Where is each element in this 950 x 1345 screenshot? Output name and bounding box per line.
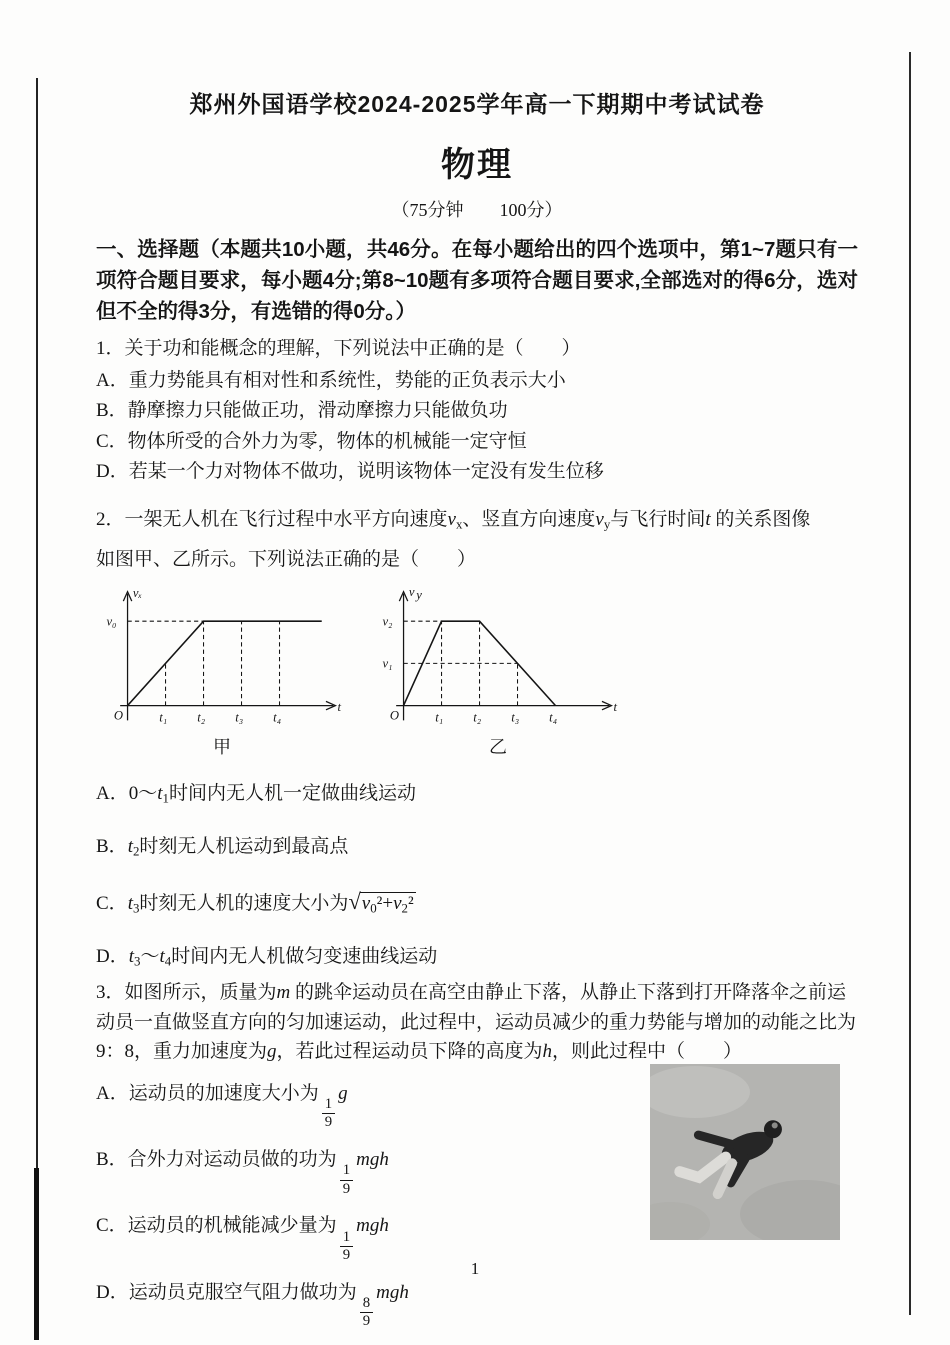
q3-options [96, 1081, 656, 1330]
q1-stem: 1．关于功和能概念的理解，下列说法中正确的是（ ） [96, 338, 581, 360]
graph-yi-ylabel-v: v [408, 584, 415, 599]
graph-jia-tick-t1: t₁ [159, 710, 168, 725]
question-1 [96, 335, 858, 485]
graph-yi-caption: 乙 [489, 737, 507, 758]
graph-yi-tick-t3: t₃ [511, 710, 520, 725]
exam-title: 郑州外国语学校2024-2025学年高一下期期中考试试卷 [189, 91, 765, 117]
q2-stem: 2．一架无人机在飞行过程中水平方向速度$v_x$、竖直方向速度$v_y$与飞行时间t 的关系图像 [96, 508, 811, 532]
graph-jia-v0-label: v₀ [106, 614, 117, 629]
q2-option-d: D．$t_3\sim t_4$时间内无人机做匀变速曲线运动 [96, 945, 438, 969]
graph-jia-caption: 甲 [213, 737, 231, 758]
q3-option-a: A．运动员的加速度大小为 $\frac{1}{9}$ g [96, 1082, 348, 1131]
graph-yi-xlabel: t [613, 699, 618, 714]
graph-yi-block [374, 581, 622, 759]
q1-option-c: C．物体所受的合外力为零，物体的机械能一定守恒 [96, 430, 527, 452]
exam-duration-score: （75分钟 100分） [391, 200, 563, 220]
vx-curve [128, 621, 322, 705]
q3-option-b: B．合外力对运动员做的功为 $\frac{1}{9}$ mgh [96, 1149, 389, 1197]
graph-yi [374, 581, 622, 731]
graph-yi-tick-t4: t₄ [549, 710, 558, 725]
q1-option-a: A．重力势能具有相对性和系统性，势能的正负表示大小 [96, 369, 566, 391]
graph-jia [98, 581, 346, 731]
graph-yi-v2-label: v₂ [382, 614, 393, 629]
graph-jia-tick-t3: t₃ [235, 710, 244, 725]
question-2 [96, 506, 858, 970]
graph-yi-v1-label: v₁ [382, 656, 393, 671]
q2-stem-line2: 如图甲、乙所示。下列说法正确的是（ ） [96, 549, 477, 571]
graph-jia-ylabel: vₓ [132, 585, 143, 600]
graph-yi-tick-t1: t₁ [435, 710, 444, 725]
graph-jia-xlabel: t [337, 699, 342, 714]
page-number: 1 [470, 1259, 480, 1278]
graph-jia-tick-t2: t₂ [197, 710, 206, 725]
graph-yi-ylabel-sub: y [416, 588, 422, 603]
q2-graphs [98, 581, 858, 759]
q3-option-c: C．运动员的机械能减少量为 $\frac{1}{9}$ mgh [96, 1215, 389, 1264]
q2-option-a: A．$0\sim t_1$时间内无人机一定做曲线运动 [96, 783, 416, 806]
section-1-heading: 一、选择题（本题共10小题，共46分。在每小题给出的四个选项中，第1~7题只有一项符合题目要求，每小题4分;第8~10题有多项符合题目要求,全部选对的得6分，选对但不全的得3分，有选错的得0分。） [96, 238, 858, 324]
q2-option-b: B．$t_2$时刻无人机运动到最高点 [96, 835, 349, 859]
q1-option-b: B．静摩擦力只能做正功，滑动摩擦力只能做负功 [96, 400, 508, 422]
graph-jia-origin-label: O [113, 708, 123, 723]
q3-option-d: D．运动员克服空气阻力做功为 $\frac{8}{9}$ mgh [96, 1281, 409, 1330]
graph-jia-block [98, 581, 346, 759]
q3-stem: 3．如图所示，质量为m 的跳伞运动员在高空由静止下落，从静止下落到打开降落伞之前运动员一直做竖直方向的匀加速运动，此过程中，运动员减少的重力势能与增加的动能之比为9：8，重力加速度为g，若此过程运动员下降的高度为h，则此过程中（ ） [96, 982, 857, 1063]
graph-jia-tick-t4: t₄ [273, 710, 282, 725]
q2-option-c: C．$t_3$时刻无人机的速度大小为$√v_0^2+v_2^2$ [96, 889, 414, 916]
graph-yi-tick-t2: t₂ [473, 710, 482, 725]
subject-title: 物理 [441, 146, 513, 184]
q1-option-d: D．若某一个力对物体不做功，说明该物体一定没有发生位移 [96, 461, 604, 483]
skydiver-image [650, 1064, 840, 1240]
graph-yi-origin-label: O [389, 708, 399, 723]
